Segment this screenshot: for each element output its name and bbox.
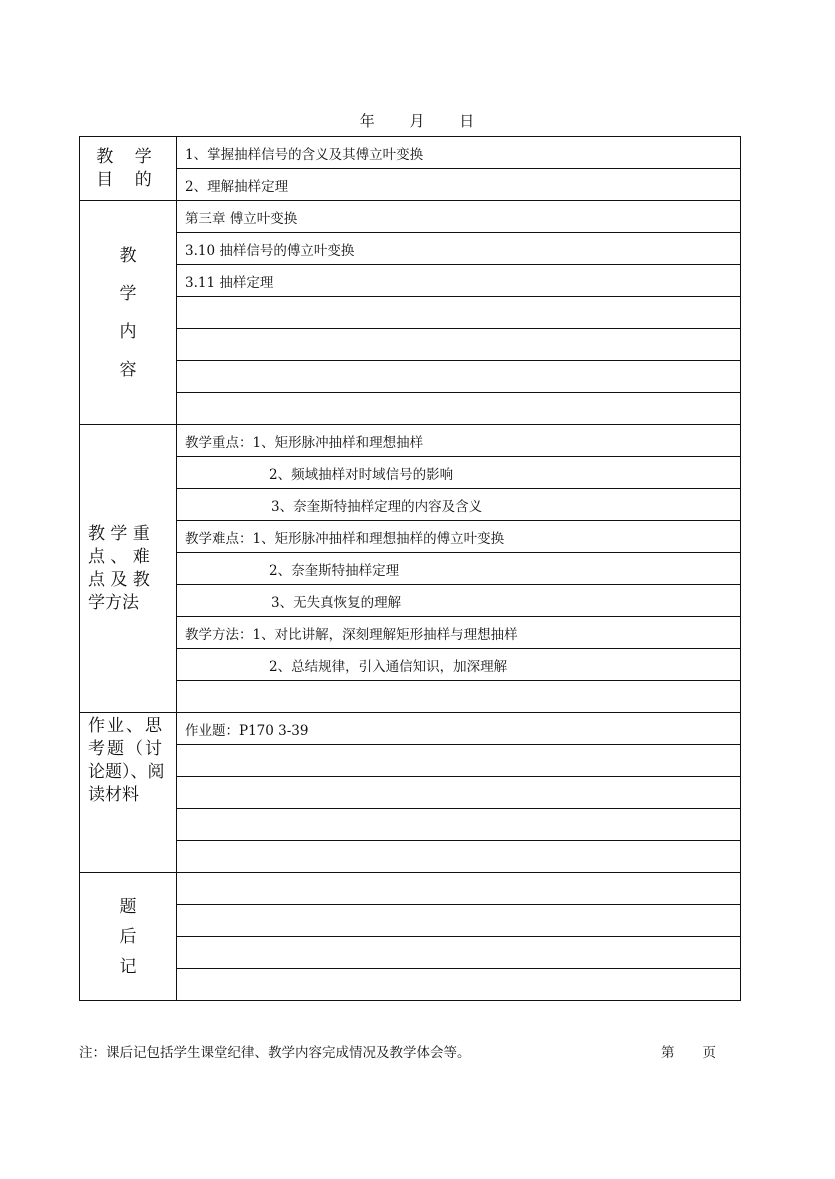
page-number: [661, 1041, 716, 1061]
page-suffix: 页: [702, 1045, 716, 1061]
keypoint-item: [177, 681, 741, 713]
content-label-char: 容: [119, 359, 137, 380]
page-prefix: 第: [661, 1045, 675, 1061]
homework-label: [80, 713, 177, 873]
content-row: [80, 297, 741, 329]
content-row: [80, 265, 741, 297]
content-row: [80, 393, 741, 425]
homework-label-line: 读材料: [88, 785, 139, 805]
afterword-label-char: 后: [119, 926, 137, 947]
keypoints-row: [80, 425, 741, 457]
homework-row: [80, 841, 741, 873]
content-item: [177, 329, 741, 361]
content-item: [177, 297, 741, 329]
content-label-char: 内: [119, 321, 137, 342]
objectives-row: [80, 137, 741, 169]
keypoints-label-line: 教 学 重: [88, 523, 150, 544]
content-label-char: 教: [119, 245, 137, 266]
homework-item: 作业题：P170 3-39: [177, 713, 741, 745]
footer-note: 注：课后记包括学生课堂纪律、教学内容完成情况及教学体会等。: [79, 1045, 471, 1061]
objectives-label-line: 目 的: [96, 169, 160, 190]
homework-label-line: 论题）、阅: [88, 762, 165, 782]
keypoint-item: 教学难点：1、矩形脉冲抽样和理想抽样的傅立叶变换: [177, 521, 741, 553]
objective-item: 1、掌握抽样信号的含义及其傅立叶变换: [177, 137, 741, 169]
afterword-row: [80, 905, 741, 937]
afterword-item: [177, 905, 741, 937]
objectives-row: [80, 169, 741, 201]
keypoints-row: [80, 457, 741, 489]
keypoint-item: 3、奈奎斯特抽样定理的内容及含义: [177, 489, 741, 521]
content-item: [177, 361, 741, 393]
keypoints-row: [80, 585, 741, 617]
keypoints-row: [80, 681, 741, 713]
content-label-char: 学: [119, 283, 137, 304]
afterword-row: [80, 873, 741, 905]
afterword-item: [177, 937, 741, 969]
afterword-row: [80, 937, 741, 969]
content-row: [80, 329, 741, 361]
content-item: 3.11 抽样定理: [177, 265, 741, 297]
homework-row: [80, 777, 741, 809]
keypoint-item: 2、总结规律，引入通信知识，加深理解: [177, 649, 741, 681]
keypoint-item: 教学重点：1、矩形脉冲抽样和理想抽样: [177, 425, 741, 457]
date-day: 日: [459, 112, 476, 130]
date-month: 月: [409, 112, 426, 130]
keypoint-item: 3、无失真恢复的理解: [177, 585, 741, 617]
homework-item: [177, 841, 741, 873]
keypoints-row: [80, 553, 741, 585]
objective-item: 2、理解抽样定理: [177, 169, 741, 201]
date-line: [0, 110, 835, 131]
keypoint-item: 教学方法：1、对比讲解，深刻理解矩形抽样与理想抽样: [177, 617, 741, 649]
homework-item: [177, 809, 741, 841]
afterword-label-char: 题: [119, 896, 137, 917]
objectives-label: [80, 137, 177, 201]
objectives-label-line: 教 学: [96, 146, 160, 167]
keypoints-label-line: 点 、 难: [88, 546, 150, 567]
keypoints-label: [80, 425, 177, 713]
afterword-row: [80, 969, 741, 1001]
homework-item: [177, 777, 741, 809]
keypoints-row: [80, 489, 741, 521]
content-item: 3.10 抽样信号的傅立叶变换: [177, 233, 741, 265]
homework-label-line: 考题（讨: [88, 739, 164, 759]
keypoint-item: 2、频域抽样对时域信号的影响: [177, 457, 741, 489]
afterword-label-char: 记: [119, 956, 137, 977]
content-row: [80, 201, 741, 233]
homework-label-line: 作业、思: [88, 716, 164, 736]
keypoint-item: 2、奈奎斯特抽样定理: [177, 553, 741, 585]
keypoints-label-line: 点 及 教: [88, 569, 150, 590]
keypoints-row: [80, 521, 741, 553]
homework-item: [177, 745, 741, 777]
afterword-item: [177, 969, 741, 1001]
content-row: [80, 361, 741, 393]
keypoints-label-line: 学方法: [88, 592, 139, 613]
date-year: 年: [359, 112, 376, 130]
content-item: [177, 393, 741, 425]
afterword-item: [177, 873, 741, 905]
homework-row: [80, 809, 741, 841]
afterword-label: [80, 873, 177, 1001]
content-row: [80, 233, 741, 265]
homework-row: [80, 713, 741, 745]
lesson-plan-table: [79, 136, 741, 1001]
keypoints-row: [80, 617, 741, 649]
content-label: [80, 201, 177, 425]
homework-row: [80, 745, 741, 777]
keypoints-row: [80, 649, 741, 681]
content-item: 第三章 傅立叶变换: [177, 201, 741, 233]
